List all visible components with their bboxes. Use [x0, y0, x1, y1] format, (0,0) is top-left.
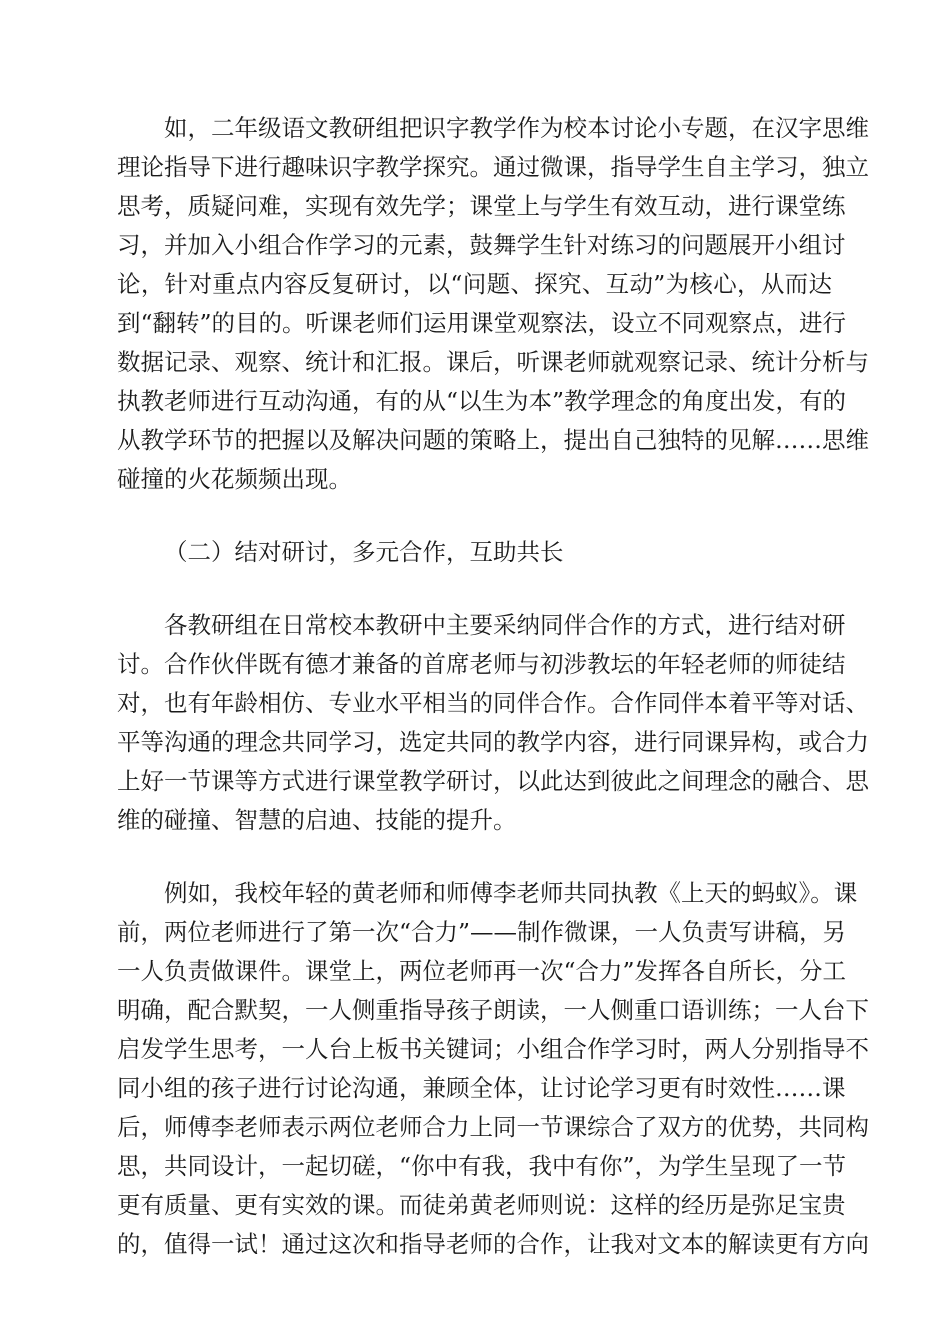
text-line: 思，共同设计，一起切磋，“你中有我，我中有你”，为学生呈现了一节 [117, 1152, 847, 1180]
paragraph-example-case [117, 874, 869, 1264]
text-line: 明确，配合默契，一人侧重指导孩子朗读，一人侧重口语训练；一人台下 [117, 996, 869, 1024]
text-line: 启发学生思考，一人台上板书关键词；小组合作学习时，两人分别指导不 [117, 1035, 869, 1063]
text-line: 上好一节课等方式进行课堂教学研讨，以此达到彼此之间理念的融合、思 [117, 767, 869, 795]
text-line: 一人负责做课件。课堂上，两位老师再一次“合力”发挥各自所长，分工 [117, 957, 847, 985]
text-line: 理论指导下进行趣味识字教学探究。通过微课，指导学生自主学习，独立 [117, 153, 869, 181]
text-line: 执教老师进行互动沟通，有的从“以生为本”教学理念的角度出发，有的 [117, 387, 847, 415]
text-line: 讨。合作伙伴既有德才兼备的首席老师与初涉教坛的年轻老师的师徒结 [117, 650, 846, 678]
text-line: 例如，我校年轻的黄老师和师傅李老师共同执教《上天的蚂蚁》。课 [117, 879, 858, 907]
text-line: 论，针对重点内容反复研讨，以“问题、探究、互动”为核心，从而达 [117, 270, 832, 298]
section-heading-container [117, 533, 832, 572]
section-heading: （二）结对研讨，多元合作，互助共长 [164, 538, 564, 566]
text-line: 数据记录、观察、统计和汇报。课后，听课老师就观察记录、统计分析与 [117, 348, 869, 376]
paragraph-peer-cooperation [117, 606, 869, 840]
text-line: 到“翻转”的目的。听课老师们运用课堂观察法，设立不同观察点，进行 [117, 309, 847, 337]
document-body [117, 109, 869, 1264]
text-line: 后，师傅李老师表示两位老师合力上同一节课综合了双方的优势，共同构 [117, 1113, 869, 1141]
text-line: 思考，质疑问难，实现有效先学；课堂上与学生有效互动，进行课堂练 [117, 192, 846, 220]
text-line: 习，并加入小组合作学习的元素，鼓舞学生针对练习的问题展开小组讨 [117, 231, 846, 259]
paragraph-literacy-teaching [117, 109, 869, 499]
text-line: 维的碰撞、智慧的启迪、技能的提升。 [117, 806, 517, 834]
text-line: 平等沟通的理念共同学习，选定共同的教学内容，进行同课异构，或合力 [117, 728, 869, 756]
text-line: 的，值得一试！通过这次和指导老师的合作，让我对文本的解读更有方向 [117, 1230, 869, 1258]
text-line: 更有质量、更有实效的课。而徒弟黄老师则说：这样的经历是弥足宝贵 [117, 1191, 846, 1219]
text-line: 如，二年级语文教研组把识字教学作为校本讨论小专题，在汉字思维 [117, 114, 869, 142]
text-line: 从教学环节的把握以及解决问题的策略上，提出自己独特的见解……思维 [117, 426, 869, 454]
text-line: 前，两位老师进行了第一次“合力”——制作微课，一人负责写讲稿，另 [117, 918, 847, 946]
text-line: 各教研组在日常校本教研中主要采纳同伴合作的方式，进行结对研 [117, 611, 846, 639]
text-line: 碰撞的火花频频出现。 [117, 465, 352, 493]
text-line: 同小组的孩子进行讨论沟通，兼顾全体，让讨论学习更有时效性……课 [117, 1074, 846, 1102]
text-line: 对，也有年龄相仿、专业水平相当的同伴合作。合作同伴本着平等对话、 [117, 689, 869, 717]
